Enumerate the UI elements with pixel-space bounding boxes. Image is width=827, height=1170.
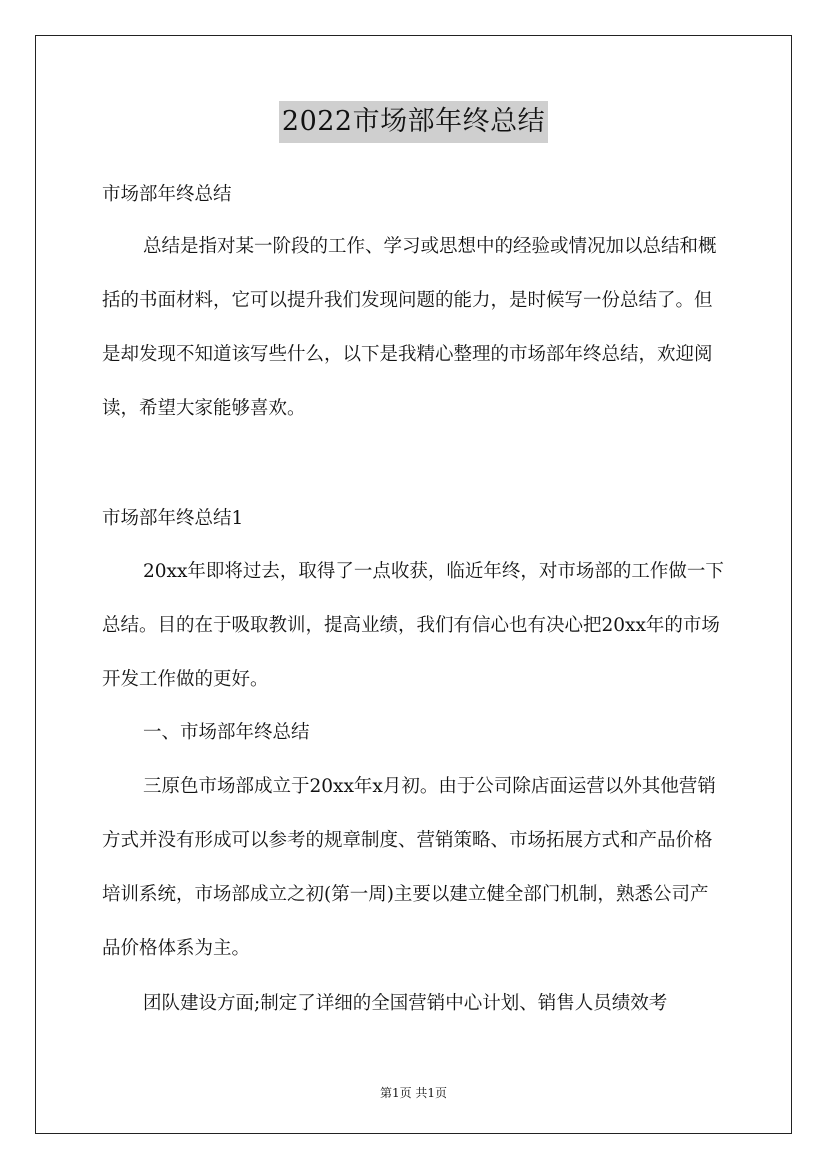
document-title: 2022市场部年终总结 [279,101,548,143]
section-heading-1: 市场部年终总结1 [102,508,244,529]
subsection-heading-1: 一、市场部年终总结 [143,722,310,743]
subtitle: 市场部年终总结 [102,184,232,205]
page-footer: 第1页 共1页 [379,1086,448,1100]
section1-paragraph-2: 三原色市场部成立于20xx年x月初。由于公司除店面运营以外其他营销方式并没有形成可以参考的规章制度、营销策略、市场拓展方式和产品价格培训系统，市场部成立之初(第一周)主要以建立健全部门机制，熟悉公司产品价格体系为主。 [102,776,716,959]
section1-paragraph-1: 20xx年即将过去，取得了一点收获，临近年终，对市场部的工作做一下总结。目的在于吸取教训，提高业绩，我们有信心也有决心把20xx年的市场开发工作做的更好。 [102,561,724,690]
section1-paragraph-3: 团队建设方面;制定了详细的全国营销中心计划、销售人员绩效考 [143,993,668,1014]
title-container [0,101,827,143]
intro-paragraph: 总结是指对某一阶段的工作、学习或思想中的经验或情况加以总结和概括的书面材料，它可以提升我们发现问题的能力，是时候写一份总结了。但是却发现不知道该写些什么，以下是我精心整理的市场部年终总结，欢迎阅读，希望大家能够喜欢。 [102,236,717,419]
